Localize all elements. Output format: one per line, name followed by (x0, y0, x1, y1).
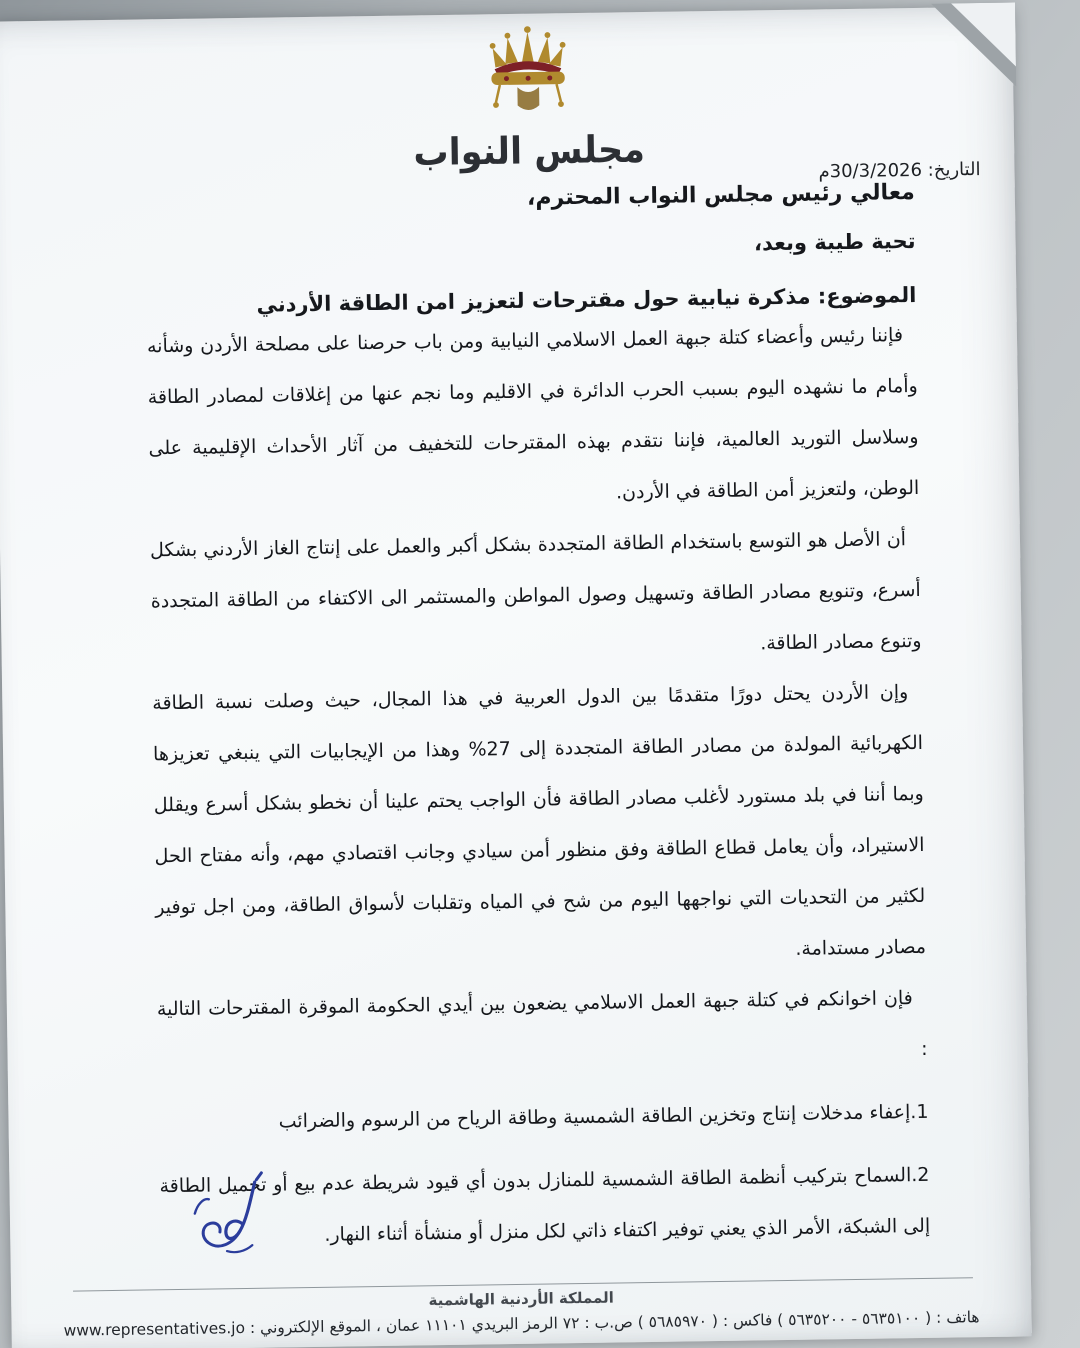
kingdom-calligraphy: المملكة الأردنية الهاشمية (428, 1288, 614, 1310)
date-line: التاريخ: 30/3/2026م (818, 158, 981, 183)
proposal-item: 1.إعفاء مدخلات إنتاج وتخزين الطاقة الشمسية وطاقة الرياح من الرسوم والضرائب (278, 1100, 929, 1133)
emblem-calligraphy: مجلس النواب (413, 128, 646, 175)
proposals-intro: فإن اخوانكم في كتلة جبهة العمل الاسلامي يضعون بين أيدي الحكومة الموقرة المقترحات التالية : (156, 987, 928, 1060)
body-paragraph: فإننا رئيس وأعضاء كتلة جبهة العمل الاسلامي النيابية ومن باب حرصنا على مصلحة الأردن وشأنه وأمام ما نشهده اليوم بسبب الحرب الدائرة في الاقليم وما نجم عنها من إغلاقات لمصادر الطاقة وسلاسل التوريد العالمية، فإننا نتقدم بهذه المقترحات للتخفيف من آثار الأحداث الإقليمية على الوطن، ولتعزيز أمن الطاقة في الأردن. (146, 324, 920, 504)
signature-ink-icon (172, 1169, 288, 1268)
proposal-item: 2.السماح بتركيب أنظمة الطاقة الشمسية للمنازل بدون أي قيود شريطة عدم بيع أو تحميل الطاقة إلى الشبكة، الأمر الذي يعني توفير اكتفاء ذاتي لكل منزل أو منشأة أثناء النهار. (159, 1163, 931, 1246)
body-paragraph: أن الأصل هو التوسع باستخدام الطاقة المتجددة بشكل أكبر والعمل على إنتاج الغاز الأردني بشكل أسرع، وتنويع مصادر الطاقة وتسهيل وصول المواطن والمستثمر الى الاكتفاء من الطاقة المتجددة وتنوع مصادر الطاقة. (149, 528, 922, 655)
letter-content (0, 7, 1032, 1348)
footer-contact-line: هاتف : ( ٥٦٣٥١٠٠ - ٥٦٣٥٢٠٠ ) فاكس : ( ٥٦٨٥٩٧٠ ) ص.ب : ٧٢ الرمز البريدي ١١١٠١ عمان ، الموقع الإلكتروني : www.representatives.jo (63, 1308, 980, 1340)
letter-footer (11, 1276, 1032, 1343)
hashemite-crown-icon (464, 23, 591, 125)
letter-paper (0, 7, 1032, 1348)
body-paragraph: وإن الأردن يحتل دورًا متقدمًا بين الدول العربية في هذا المجال، حيث وصلت نسبة الطاقة الكهربائية المولدة من مصادر الطاقة المتجددة إلى 27% وهذا من الإيجابيات التي ينبغي تعزيزها وبما أننا في بلد مستورد لأغلب مصادر الطاقة فأن الواجب يحتم علينا أن نخطو بشكل أسرع ويقلل الاستيراد، وأن يعامل قطاع الطاقة وفق منظور أمن سيادي وجانب اقتصادي مهم، وأنه مفتاح الحل لكثير من التحديات التي نواجهها اليوم من شح في المياه وتقلبات لأسواق الطاقة، ومن اجل توفير مصادر مستدامة. (152, 681, 927, 960)
recipient-line: معالي رئيس مجلس النواب المحترم، (526, 179, 916, 211)
letterhead (142, 18, 914, 179)
subject-line: الموضوع: مذكرة نيابية حول مقترحات لتعزيز امن الطاقة الأردني (256, 282, 917, 317)
salutation-line: تحية طيبة وبعد، (753, 228, 916, 256)
